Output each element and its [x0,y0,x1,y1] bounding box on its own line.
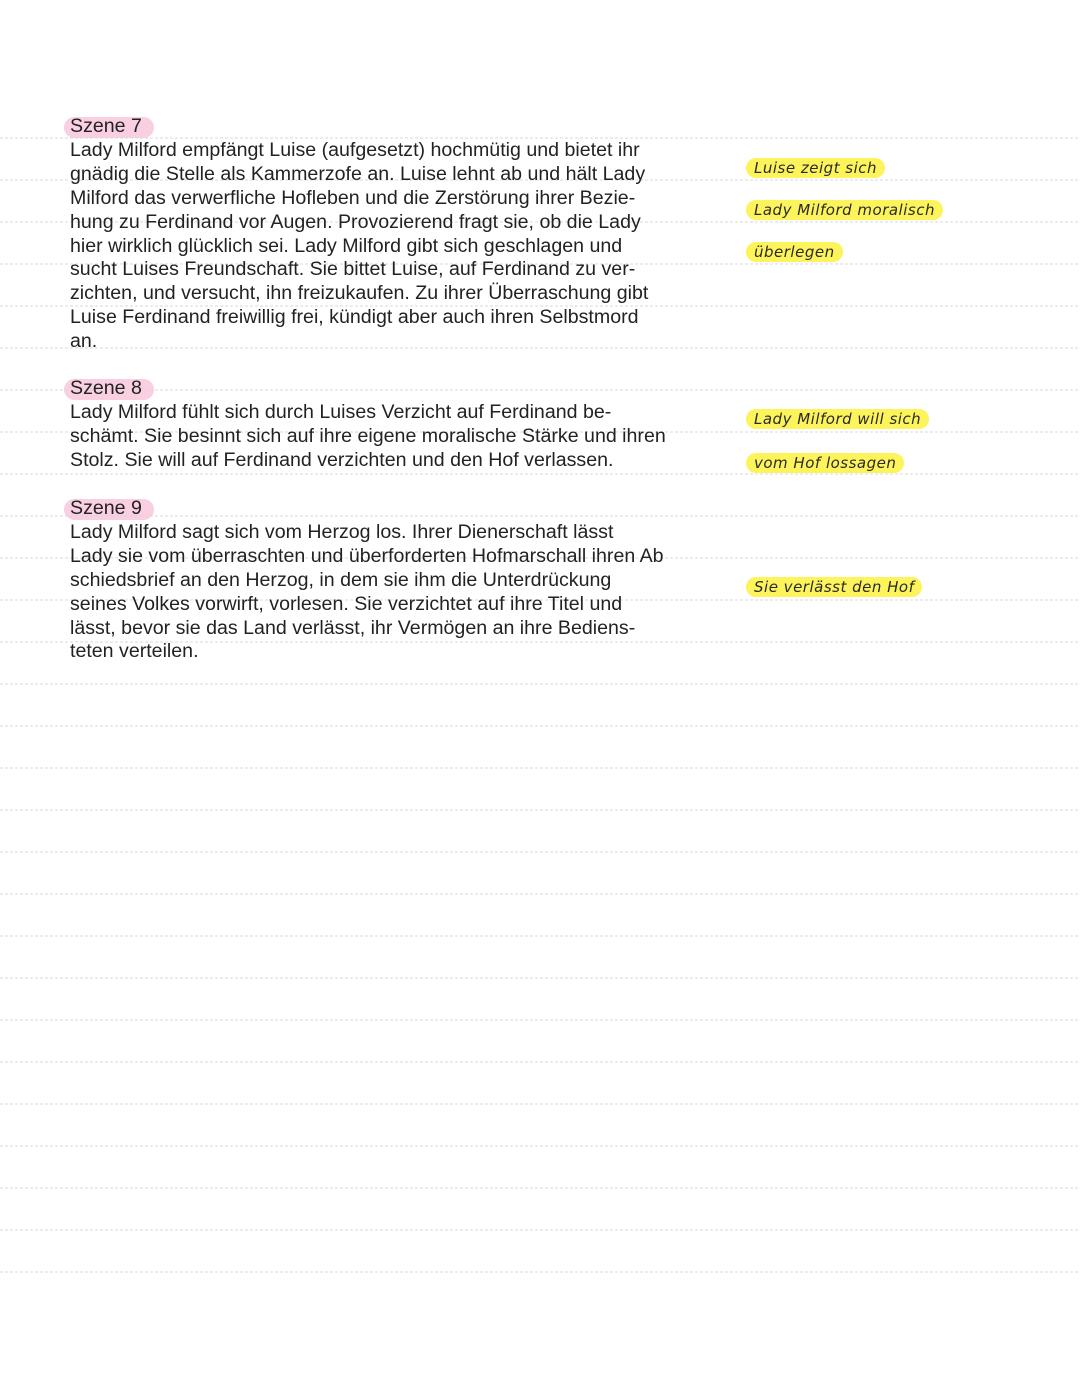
text-line: teten verteilen. [70,640,199,663]
scene-9 [70,497,710,664]
margin-note: Sie verlässt den Hof [746,577,922,597]
text-line: schiedsbrief an den Herzog, in dem sie ihm die Unterdrückung [70,568,612,591]
text-line: hier wirklich glücklich sei. Lady Milford gibt sich geschlagen und [70,234,623,257]
text-line: zichten, und versucht, ihn freizukaufen. Zu ihrer Überraschung gibt [70,282,649,305]
scene-8 [70,377,710,473]
text-line: Lady Milford empfängt Luise (aufgesetzt) hochmütig und bietet ihr [70,138,640,161]
scene-heading: Szene 9 [70,497,154,521]
margin-note: überlegen [746,242,843,262]
margin-note: Lady Milford moralisch [746,200,943,220]
text-line: hung zu Ferdinand vor Augen. Provozierend fragt sie, ob die Lady [70,210,641,233]
margin-note: Luise zeigt sich [746,158,885,178]
scene-7 [70,115,710,354]
text-line: lässt, bevor sie das Land verlässt, ihr Vermögen an ihre Bediens- [70,616,636,639]
text-line: an. [70,330,98,353]
text-line: Stolz. Sie will auf Ferdinand verzichten und den Hof verlassen. [70,448,614,471]
scene-heading: Szene 8 [70,377,154,401]
text-line: Lady sie vom überraschten und überforderten Hofmarschall ihren Ab [70,544,664,567]
text-line: sucht Luises Freundschaft. Sie bittet Luise, auf Ferdinand zu ver- [70,258,636,281]
text-line: schämt. Sie besinnt sich auf ihre eigene moralische Stärke und ihren [70,424,666,447]
text-line: seines Volkes vorwirft, vorlesen. Sie verzichtet auf ihre Titel und [70,592,623,615]
text-line: Lady Milford sagt sich vom Herzog los. Ihrer Dienerschaft lässt [70,520,614,543]
margin-note: Lady Milford will sich [746,409,929,429]
text-line: Luise Ferdinand freiwillig frei, kündigt aber auch ihren Selbstmord [70,306,639,329]
text-line: Lady Milford fühlt sich durch Luises Verzicht auf Ferdinand be- [70,400,612,423]
text-line: gnädig die Stelle als Kammerzofe an. Luise lehnt ab und hält Lady [70,162,646,185]
text-line: Milford das verwerfliche Hofleben und die Zerstörung ihrer Bezie- [70,186,636,209]
scene-heading: Szene 7 [70,115,154,139]
margin-note: vom Hof lossagen [746,453,904,473]
